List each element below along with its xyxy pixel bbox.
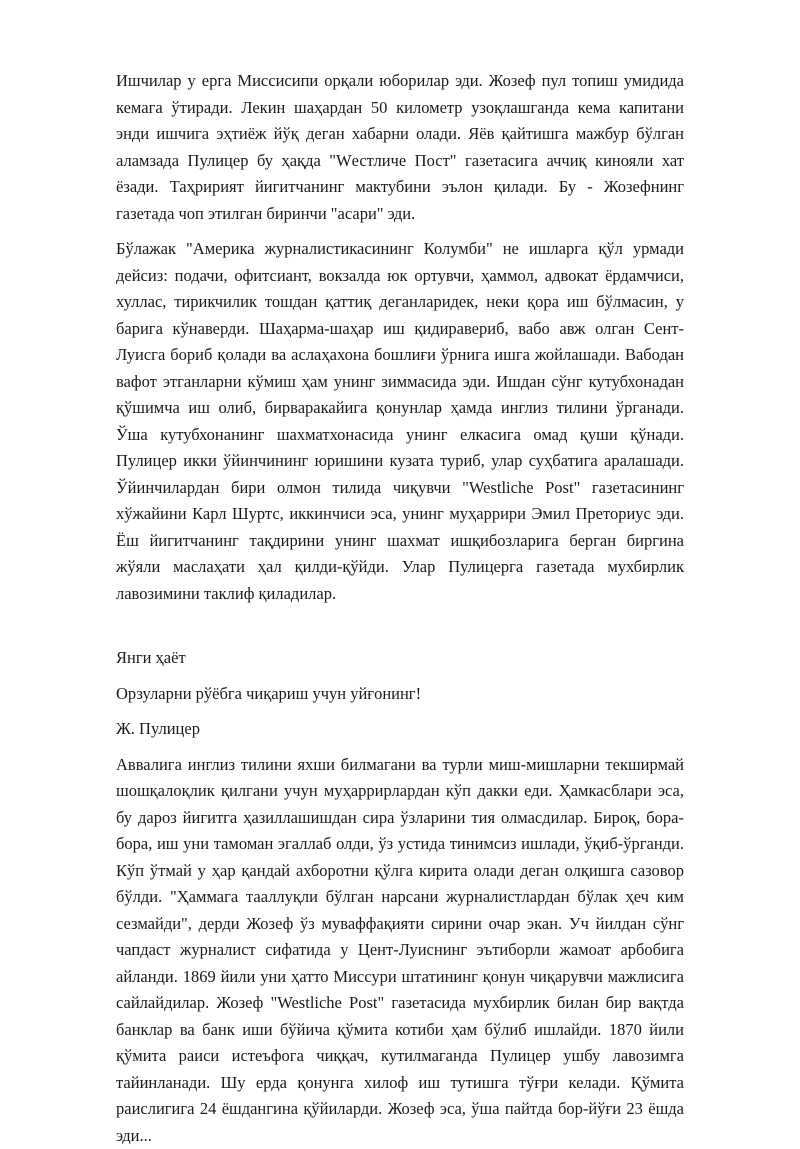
spacer: [116, 743, 684, 752]
spacer: [116, 672, 684, 681]
paragraph: Ишчилар у ерга Миссисипи орқали юборилар эди. Жозеф пул топиш умидида кемага ўтиради. Лекин шаҳардан 50 километр узоқлашганда кема капитани энди ишчига эҳтиёж йўқ деган хабарни олади. Яёв қайтишга мажбур бўлган аламзада Пулицер бу ҳақда "Wестличе Пост" газетасига аччиқ кинояли хат ёзади. Таҳририят йигитчанинг мактубини эълон қилади. Бу - Жозефнинг газетада чоп этилган биринчи "асари" эди.: [116, 68, 684, 227]
epigraph-author: Ж. Пулицер: [116, 716, 684, 743]
spacer: [116, 607, 684, 645]
spacer: [116, 707, 684, 716]
paragraph: Аввалига инглиз тилини яхши билмагани ва турли миш-мишларни текширмай шошқалоқлик қилгани учун муҳаррирлардан кўп дакки еди. Ҳамкасблари эса, бу дароз йигитга ҳазиллашишдан сира ўзларини тия олмасдилар. Бироқ, бора-бора, иш уни тамоман эгаллаб олди, ўз устида тинимсиз ишлади, ўқиб-ўрганди. Кўп ўтмай у ҳар қандай ахборотни қўлга кирита олади деган олқишга сазовор бўлди. "Ҳаммага тааллуқли бўлган нарсани журналистлардан бўлак ҳеч ким сезмайди", дерди Жозеф ўз муваффақияти сирини очар экан. Уч йилдан сўнг чапдаст журналист сифатида у Цент-Луиснинг эътиборли жамоат арбобига айланди. 1869 йили уни ҳатто Миссури штатининг қонун чиқарувчи мажлисига сайлайдилар. Жозеф "Westliche Post" газетасида мухбирлик билан бир вақтда банклар ва банк иши бўйича қўмита котиби ҳам бўлиб ишлайди. 1870 йили қўмита раиси истеъфога чиққач, кутилмаганда Пулицер ушбу лавозимга тайинланади. Шу ерда қонунга хилоф иш тутишга тўғри келади. Қўмита раислигига 24 ёшдангина қўйиларди. Жозеф эса, ўша пайтда бор-йўғи 23 ёшда эди...: [116, 752, 684, 1149]
document-page: [116, 68, 684, 1149]
paragraph: Бўлажак "Америка журналистикасининг Колумби" не ишларга қўл урмади дейсиз: подачи, офитсиант, вокзалда юк ортувчи, ҳаммол, адвокат ёрдамчиси, хуллас, тирикчилик тошдан қаттиқ деганларидек, неки қора иш бўлмасин, у барига кўнаверди. Шаҳарма-шаҳар иш қидиравериб, вабо авж олган Сент-Луисга бориб қолади ва аслаҳахона бошлиғи ўрнига ишга жойлашади. Вабодан вафот этганларни кўмиш ҳам унинг зиммасида эди. Ишдан сўнг кутубхонадан қўшимча иш олиб, бирваракайига қонунлар ҳамда инглиз тилини ўрганади. Ўша кутубхонанинг шахматхонасида унинг елкасига омад қуши қўнади. Пулицер икки ўйинчининг юришини кузата туриб, улар суҳбатига аралашади. Ўйинчилардан бири олмон тилида чиқувчи "Westliche Post" газетасининг хўжайини Карл Шуртс, иккинчиси эса, унинг муҳаррири Эмил Преториус эди. Ёш йигитчанинг тақдирини унинг шахмат ишқибозларига берган биргина жўяли маслаҳати ҳал қилди-қўйди. Улар Пулицерга газетада мухбирлик лавозимини таклиф қиладилар.: [116, 236, 684, 607]
section-title: Янги ҳаёт: [116, 645, 684, 672]
epigraph-quote: Орзуларни рўёбга чиқариш учун уйғонинг!: [116, 681, 684, 708]
